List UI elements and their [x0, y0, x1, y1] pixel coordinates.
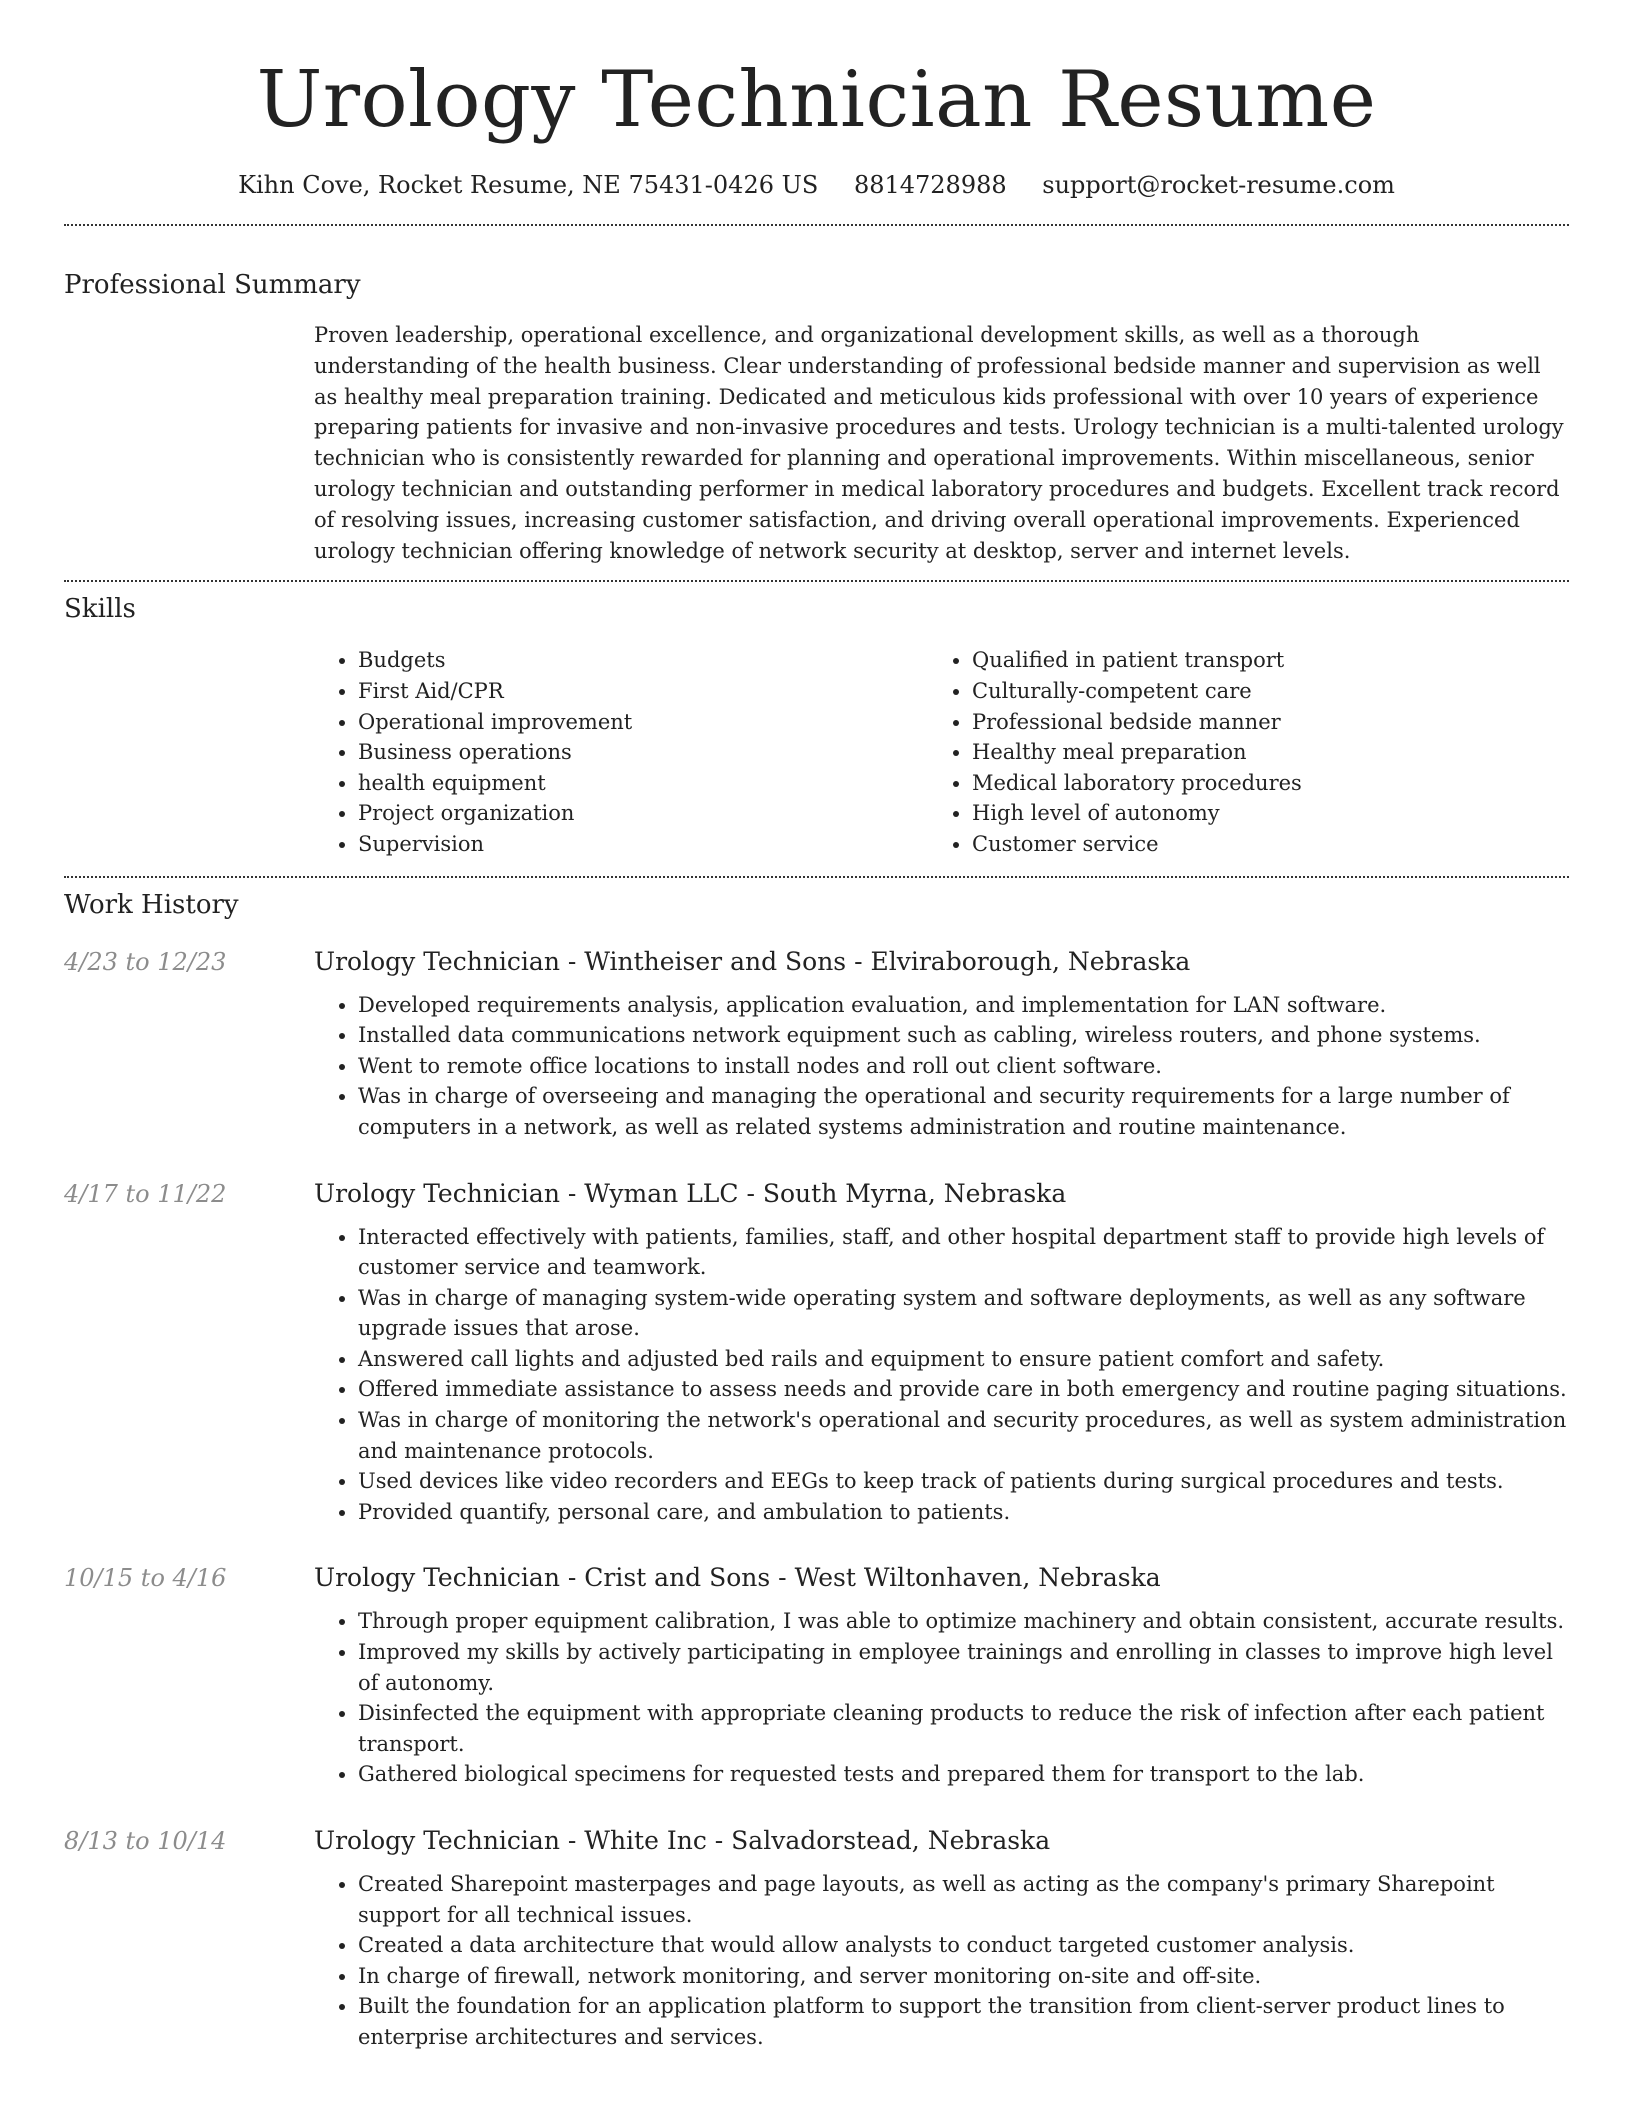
skill-item: • Medical laboratory procedures	[972, 768, 1542, 799]
job-bullet: • Created a data architecture that would allow analysts to conduct targeted customer analysis.	[358, 1930, 1569, 1961]
skills-list-left	[314, 645, 928, 859]
resume-header	[64, 0, 1569, 202]
job-bullet: • Through proper equipment calibration, I was able to optimize machinery and obtain consistent, accurate results.	[358, 1606, 1569, 1637]
job-bullet: • Went to remote office locations to install nodes and roll out client software.	[358, 1051, 1569, 1082]
job-bullet: • Improved my skills by actively participating in employee trainings and enrolling in classes to improve high level of autonomy.	[358, 1637, 1569, 1698]
skill-item: • Culturally-competent care	[972, 676, 1542, 707]
skill-item: • Budgets	[358, 645, 928, 676]
job-bullet: • Installed data communications network equipment such as cabling, wireless routers, and phone systems.	[358, 1020, 1569, 1051]
job-bullets	[314, 1222, 1569, 1528]
job-entry	[64, 945, 1569, 1143]
job-bullet: • Gathered biological specimens for requested tests and prepared them for transport to the lab.	[358, 1759, 1569, 1790]
job-bullet: • Was in charge of overseeing and managing the operational and security requirements for a large number of computers in a network, as well as related systems administration and routine maintenance.	[358, 1081, 1569, 1142]
section-title-work-history: Work History	[64, 889, 239, 920]
contact-address: Kihn Cove, Rocket Resume, NE 75431-0426 US	[238, 171, 819, 199]
work-history-section	[64, 878, 1569, 2053]
job-title: Urology Technician - Wyman LLC - South Myrna, Nebraska	[314, 1178, 1067, 1208]
contact-phone: 8814728988	[853, 171, 1007, 199]
skill-item: • Business operations	[358, 737, 928, 768]
job-bullet: • Disinfected the equipment with appropriate cleaning products to reduce the risk of infection after each patient transport.	[358, 1698, 1569, 1759]
job-bullets	[314, 1606, 1569, 1790]
professional-summary-section	[64, 226, 1569, 580]
job-title: Urology Technician - Wintheiser and Sons - Elviraborough, Nebraska	[314, 946, 1191, 976]
job-bullet: • In charge of firewall, network monitoring, and server monitoring on-site and off-site.	[358, 1961, 1569, 1992]
skills-list-right	[928, 645, 1542, 859]
job-bullets	[314, 990, 1569, 1143]
resume-title: Urology Technician Resume	[256, 55, 1377, 145]
job-entry	[64, 1824, 1569, 2053]
job-bullet: • Developed requirements analysis, application evaluation, and implementation for LAN software.	[358, 990, 1569, 1021]
skill-item: • Qualified in patient transport	[972, 645, 1542, 676]
skill-item: • Supervision	[358, 829, 928, 860]
job-bullet: • Was in charge of managing system-wide operating system and software deployments, as well as any software upgrade issues that arose.	[358, 1283, 1569, 1344]
job-date: 8/13 to 10/14	[64, 1827, 227, 1855]
job-title: Urology Technician - Crist and Sons - West Wiltonhaven, Nebraska	[314, 1563, 1161, 1593]
job-date: 10/15 to 4/16	[64, 1564, 227, 1593]
job-bullets	[314, 1869, 1569, 2053]
job-bullet: • Interacted effectively with patients, families, staff, and other hospital department staff to provide high levels of customer service and teamwork.	[358, 1222, 1569, 1283]
skills-grid	[314, 645, 1569, 875]
job-bullet: • Used devices like video recorders and EEGs to keep track of patients during surgical procedures and tests.	[358, 1466, 1569, 1497]
job-date: 4/23 to 12/23	[64, 947, 227, 976]
job-date: 4/17 to 11/22	[64, 1179, 227, 1208]
job-bullet: • Built the foundation for an application platform to support the transition from client-server product lines to enterprise architectures and services.	[358, 1991, 1569, 2052]
skill-item: • High level of autonomy	[972, 798, 1542, 829]
job-bullet: • Offered immediate assistance to assess needs and provide care in both emergency and routine paging situations.	[358, 1374, 1569, 1405]
skill-item: • health equipment	[358, 768, 928, 799]
section-title-skills: Skills	[64, 594, 136, 625]
skill-item: • Operational improvement	[358, 707, 928, 738]
skill-item: • Professional bedside manner	[972, 707, 1542, 738]
contact-line	[64, 168, 1569, 202]
summary-text: Proven leadership, operational excellence, and organizational development skills, as well as a thorough understanding of the health business. Clear understanding of professional bedside manner and supervision as well as healthy meal preparation training. Dedicated and meticulous kids professional with over 10 years of experience preparing patients for invasive and non-invasive procedures and tests. Urology technician is a multi-talented urology technician who is consistently rewarded for planning and operational improvements. Within miscellaneous, senior urology technician and outstanding performer in medical laboratory procedures and budgets. Excellent track record of resolving issues, increasing customer satisfaction, and driving overall operational improvements. Experienced urology technician offering knowledge of network security at desktop, server and internet levels.	[314, 323, 1564, 563]
skill-item: • Project organization	[358, 798, 928, 829]
job-bullet: • Created Sharepoint masterpages and page layouts, as well as acting as the company's primary Sharepoint support for all technical issues.	[358, 1869, 1569, 1930]
skill-item: • First Aid/CPR	[358, 676, 928, 707]
job-entry	[64, 1561, 1569, 1790]
skills-section	[64, 582, 1569, 875]
job-bullet: • Provided quantify, personal care, and ambulation to patients.	[358, 1497, 1569, 1528]
job-bullet: • Answered call lights and adjusted bed rails and equipment to ensure patient comfort and safety.	[358, 1344, 1569, 1375]
contact-email: support@rocket-resume.com	[1042, 171, 1395, 199]
job-bullet: • Was in charge of monitoring the network's operational and security procedures, as well as system administration and maintenance protocols.	[358, 1405, 1569, 1466]
section-title-summary: Professional Summary	[64, 270, 361, 300]
skill-item: • Customer service	[972, 829, 1542, 860]
job-title: Urology Technician - White Inc - Salvadorstead, Nebraska	[314, 1826, 1051, 1855]
job-entry	[64, 1177, 1569, 1528]
skill-item: • Healthy meal preparation	[972, 737, 1542, 768]
